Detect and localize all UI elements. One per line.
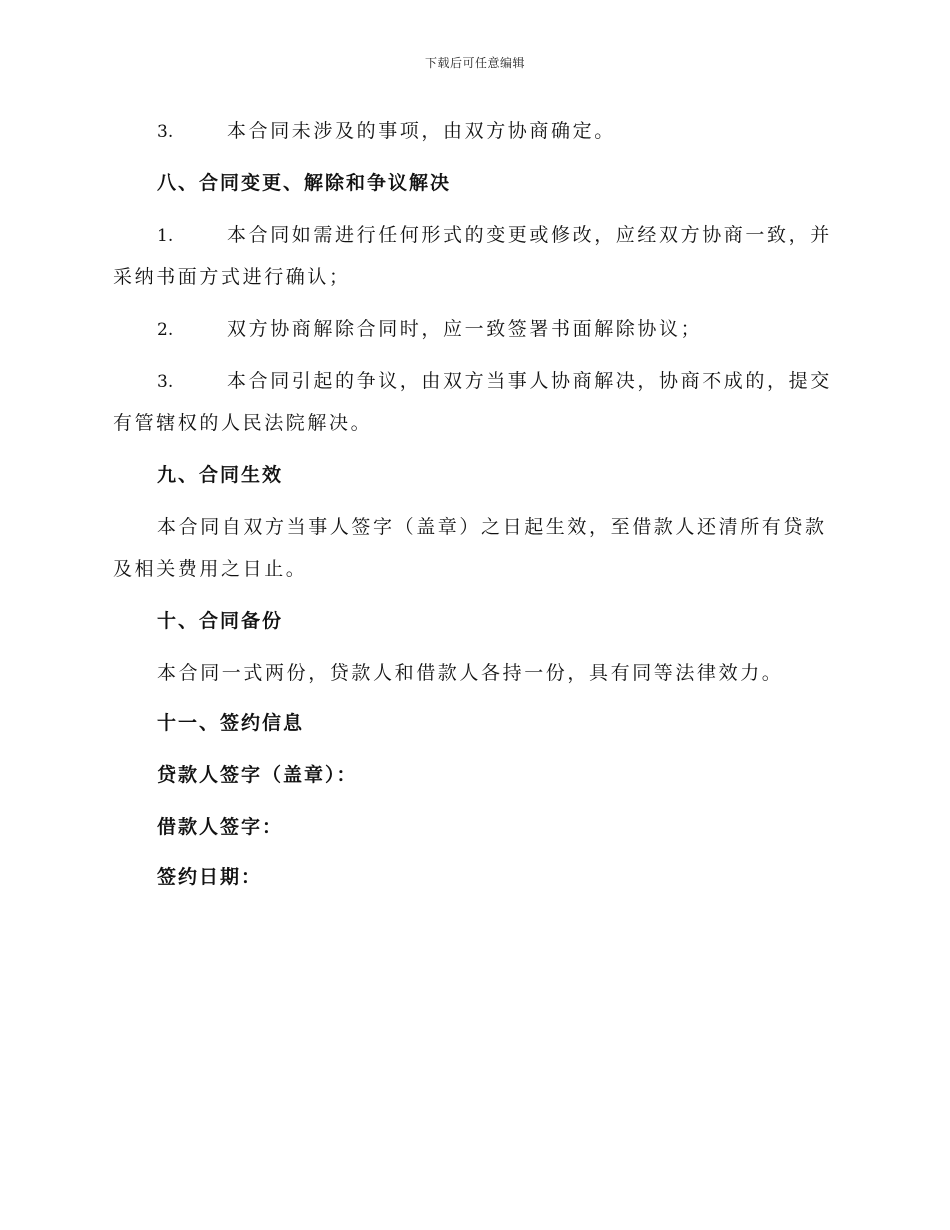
clause-7-3 [157,116,616,143]
clause-8-2 [157,314,702,341]
section-10-heading: 十、合同备份 [157,610,284,632]
clause-text: 双方协商解除合同时，应一致签署书面解除协议； [227,318,703,340]
section-10-text: 本合同一式两份，贷款人和借款人各持一份，具有同等法律效力。 [157,662,784,684]
clause-number: 1. [157,226,174,246]
clause-8-3-continuation: 有管辖权的人民法院解决。 [113,412,373,434]
clause-number: 2. [157,320,174,340]
lender-signature-label: 贷款人签字（盖章）： [157,764,358,786]
section-9-heading: 九、合同生效 [157,464,284,486]
borrower-signature-label: 借款人签字： [157,816,284,838]
clause-8-1-continuation: 采纳书面方式进行确认； [113,266,351,288]
page-header: 下载后可任意编辑 [424,56,525,70]
clause-number: 3. [157,372,174,392]
section-9-text: 本合同自双方当事人签字（盖章）之日起生效，至借款人还清所有贷款 [157,516,827,538]
signing-date-label: 签约日期： [157,866,263,888]
section-11-heading: 十一、签约信息 [157,712,305,734]
section-8-heading: 八、合同变更、解除和争议解决 [157,172,452,194]
clause-number: 3. [157,122,174,142]
section-9-continuation: 及相关费用之日止。 [113,558,308,580]
clause-text: 本合同未涉及的事项，由双方协商确定。 [227,120,616,142]
clause-8-3 [157,366,832,393]
clause-text: 本合同如需进行任何形式的变更或修改，应经双方协商一致，并 [227,224,832,246]
clause-text: 本合同引起的争议，由双方当事人协商解决，协商不成的，提交 [227,370,832,392]
clause-8-1 [157,220,832,247]
